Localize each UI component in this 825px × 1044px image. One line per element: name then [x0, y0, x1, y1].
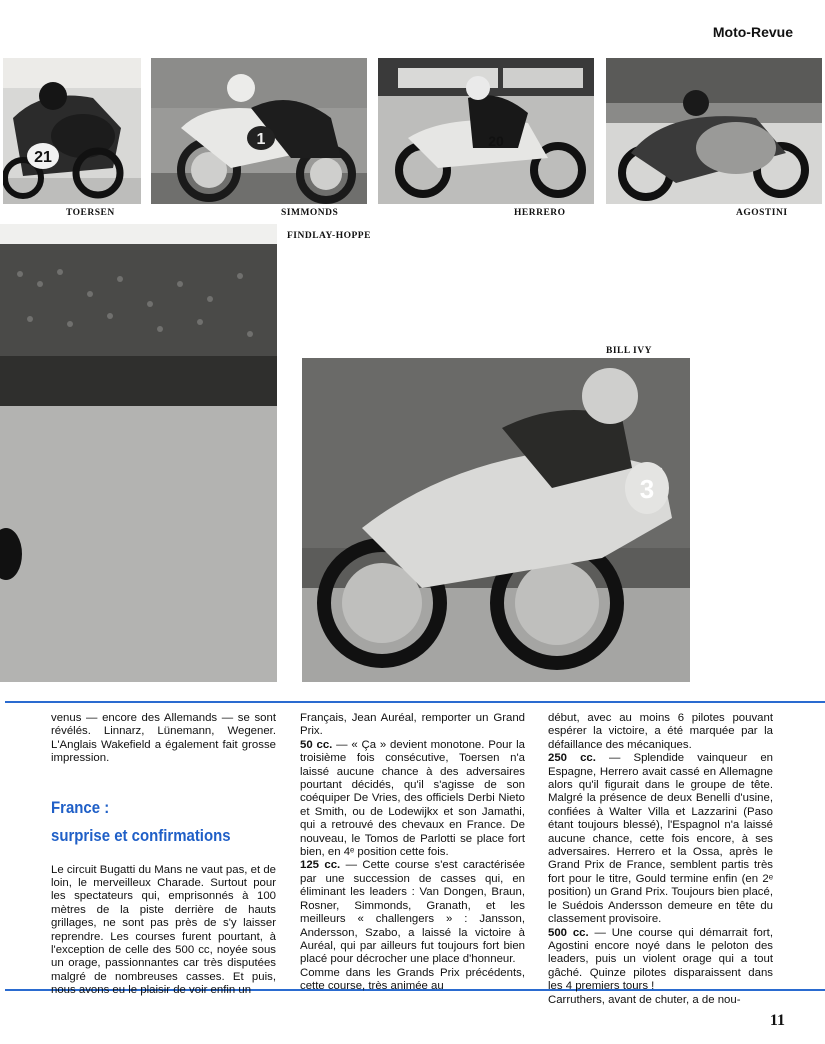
- ivy-race-number: 3: [639, 474, 655, 504]
- body-50cc: — « Ça » devient monotone. Pour la troisième fois consécutive, Toersen n'a laissé aucune chance à des adversaires pourtant décidés, qu'il s'agisse de son coéquiper De Vries, des officiels Derbi Nieto et Smith, ou de Lodewijkx et son Jamathi, qui a retrouvé des chevaux en France. De nouveau, le Tomos de Parlotti se place fort bien, en 4ᵉ position cette fois.: [300, 738, 525, 859]
- heading-250cc: 250 cc.: [548, 752, 596, 765]
- body-125cc: — Cette course s'est caractérisée par une succession de casses qui, en éliminant les leaders : Van Dongen, Braun, Rosner, Simmonds, Granath, et les meilleurs « challengers » : Jansson, Andersson, Szabo, a laissé la victoire à Auréal, qui par ailleurs fut toujours fort bien placé pour décrocher une place d'honneur.: [300, 859, 525, 966]
- top-blue-rule: [5, 701, 825, 703]
- text-column-1: [51, 712, 276, 998]
- toersen-race-number: 21: [34, 149, 52, 166]
- magazine-title: Moto-Revue: [712, 24, 793, 40]
- heading-50cc: 50 cc.: [300, 738, 333, 751]
- col1-paragraph-1: venus — encore des Allemands — se sont révélés. Linnarz, Lünemann, Wegener. L'Anglais Wakefield a également fait grosse impression.: [51, 712, 276, 765]
- heading-125cc: 125 cc.: [300, 859, 341, 872]
- col2-paragraph-4: Comme dans les Grands Prix précédents, cette course, très animée au: [300, 966, 525, 993]
- photo-simmonds: [151, 58, 367, 204]
- col3-paragraph-500cc: [548, 927, 773, 994]
- photo-findlay-hoppe: [0, 224, 277, 682]
- bill-ivy-image: [302, 358, 690, 682]
- simmonds-race-number: 1: [256, 131, 266, 148]
- agostini-image: [606, 58, 822, 204]
- herrero-image: [378, 58, 594, 204]
- col2-paragraph-50cc: [300, 739, 525, 860]
- photo-toersen: [3, 58, 141, 204]
- text-column-3: [548, 712, 773, 1007]
- body-500cc: — Une course qui démarrait fort, Agostini encore noyé dans le peloton des leaders, puis un violent orage qui a tout gâché. Quinze pilotes disparaissent dans les 4 premiers tours !: [548, 926, 773, 993]
- body-250cc: — Splendide vainqueur en Espagne, Herrero avait cassé en Allemagne alors qu'il figurait dans le groupe de tête. Malgré la présence de deux Benelli d'usine, confiées à Walter Villa et Lazzarini (Paso étant toujours blessé), l'Espagnol n'a laissé aucune chance, cette fois encore, à ses adversaires. Herrero et la Ossa, après le Grand Prix de France, semblent partis très fort pour le titre, Gould termine enfin (en 2ᵉ position) un Grand Prix. Toujours bien placé, le Suédois Andersson demeure en tête du classement provisoire.: [548, 752, 773, 926]
- section-title-line-1: France :: [51, 797, 110, 817]
- text-column-2: [300, 712, 525, 994]
- herrero-race-number: 20: [488, 133, 504, 149]
- col1-paragraph-2: Le circuit Bugatti du Mans ne vaut pas, et de loin, le merveilleux Charade. Surtout pour les spectateurs qui, emprisonnés à 100 mètres de la piste derrière de hauts grillages, ne sont pas près de s'y laisser reprendre. Les courses furent pourtant, à l'exception de celle des 500 cc, noyée sous un orage, passionnantes car très disputées malgré de nombreuses casses. Et puis, nous avons eu le plaisir de voir enfin un: [51, 863, 276, 997]
- caption-bill-ivy: BILL IVY: [606, 346, 652, 356]
- photo-agostini: [606, 58, 822, 204]
- caption-toersen: TOERSEN: [66, 208, 115, 218]
- crowd-track-image: [0, 224, 277, 682]
- col3-paragraph-4: Carruthers, avant de chuter, a de nou-: [548, 993, 741, 1006]
- caption-findlay-hoppe: FINDLAY-HOPPE: [287, 231, 371, 241]
- section-title-line-2: surprise et confirmations: [51, 825, 231, 845]
- photo-bill-ivy: [302, 358, 690, 682]
- page-number: 11: [769, 1012, 785, 1029]
- toersen-image: [3, 58, 141, 204]
- col2-paragraph-125cc: [300, 859, 525, 966]
- section-title: [51, 794, 249, 850]
- heading-500cc: 500 cc.: [548, 926, 589, 939]
- col2-paragraph-1: Français, Jean Auréal, remporter un Grand Prix.: [300, 712, 525, 738]
- caption-simmonds: SIMMONDS: [281, 208, 339, 218]
- col3-paragraph-250cc: [548, 752, 773, 926]
- photo-herrero: [378, 58, 594, 204]
- caption-herrero: HERRERO: [514, 208, 566, 218]
- simmonds-image: [151, 58, 367, 204]
- col3-paragraph-1: début, avec au moins 6 pilotes pouvant espérer la victoire, a été marquée par la défaillance des mécaniques.: [548, 712, 773, 751]
- caption-agostini: AGOSTINI: [736, 208, 788, 218]
